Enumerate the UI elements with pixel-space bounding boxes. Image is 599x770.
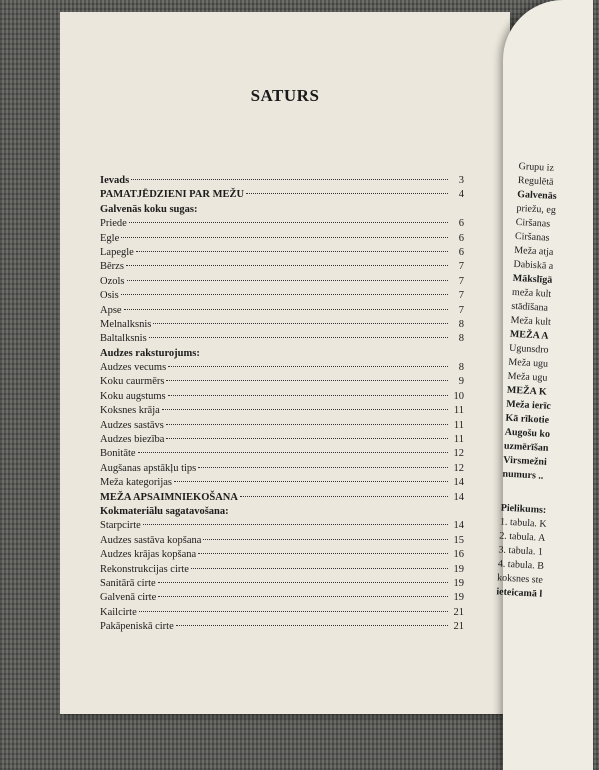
toc-entry <box>100 447 464 461</box>
toc-entry-label: Kailcirte <box>100 606 137 618</box>
toc-leader-dots <box>162 409 448 410</box>
right-page-line: Meža atja <box>513 244 554 258</box>
toc-leader-dots <box>158 582 448 583</box>
toc-entry-page: 15 <box>453 534 464 546</box>
toc-entry-page: 14 <box>453 520 464 532</box>
toc-leader-dots <box>158 596 448 597</box>
right-page-line: stādīšana <box>511 300 549 314</box>
toc-entry-page: 7 <box>458 275 464 287</box>
toc-entry <box>100 275 464 289</box>
toc-entry-label: Apse <box>100 304 122 316</box>
toc-leader-dots <box>149 337 448 338</box>
toc-entry <box>100 433 464 447</box>
toc-entry-page: 14 <box>453 477 464 489</box>
toc-entry-page: 9 <box>458 376 464 388</box>
right-page-line: Regulētā <box>517 174 554 188</box>
toc-entry-label: Meža kategorijas <box>100 477 173 489</box>
toc-entry <box>100 462 464 476</box>
toc-leader-dots <box>191 568 448 569</box>
toc-leader-dots <box>129 222 448 223</box>
toc-leader-dots <box>168 395 448 396</box>
toc-entry <box>100 534 464 548</box>
right-page-line: Mākslīgā <box>512 272 553 286</box>
right-page-line: Meža ugu <box>507 370 548 384</box>
toc-entry <box>100 375 464 389</box>
toc-leader-dots <box>121 237 448 238</box>
right-page-line: MEŽA K <box>506 384 547 398</box>
toc-entry-label: Koksnes krāja <box>100 405 160 417</box>
right-page-line: Virsmežni <box>502 454 548 468</box>
right-page-line: 4. tabula. B <box>497 558 545 572</box>
toc-entry-label: Bērzs <box>100 261 124 273</box>
toc-entry <box>100 289 464 303</box>
toc-entry-page: 7 <box>458 304 464 316</box>
toc-entry-page: 19 <box>453 592 464 604</box>
toc-entry <box>100 404 464 418</box>
toc-entry-page: 12 <box>453 462 464 474</box>
toc-entry <box>100 203 464 217</box>
toc-entry-label: Kokmateriālu sagatavošana: <box>100 505 229 517</box>
toc-entry <box>100 217 464 231</box>
toc-entry-page: 16 <box>453 549 464 561</box>
toc-leader-dots <box>203 539 448 540</box>
toc-entry <box>100 577 464 591</box>
toc-entry <box>100 491 464 505</box>
toc-entry-page: 6 <box>458 218 464 230</box>
toc-entry <box>100 606 464 620</box>
toc-entry <box>100 188 464 202</box>
toc-leader-dots <box>198 467 448 468</box>
toc-leader-dots <box>166 438 448 439</box>
toc-entry-label: Priede <box>100 218 127 230</box>
toc-entry-label: Galvenās koku sugas: <box>100 203 198 215</box>
right-page-line: 2. tabula. A <box>499 530 546 544</box>
toc-entry <box>100 548 464 562</box>
page-title: SATURS <box>250 86 320 105</box>
toc-leader-dots <box>138 452 448 453</box>
toc-entry <box>100 260 464 274</box>
toc-entry-label: Egle <box>100 232 120 244</box>
toc-entry-page: 6 <box>458 246 464 258</box>
toc-leader-dots <box>198 553 448 554</box>
toc-entry-label: Baltalksnis <box>100 333 147 345</box>
toc-entry-label: Osis <box>100 290 119 302</box>
toc-entry <box>100 174 464 188</box>
toc-leader-dots <box>143 524 448 525</box>
toc-entry-page: 21 <box>453 606 464 618</box>
toc-entry-page: 8 <box>458 318 464 330</box>
toc-entry-page: 21 <box>453 621 464 633</box>
toc-entry <box>100 347 464 361</box>
book-page-left <box>60 12 510 714</box>
toc-entry-label: Pakāpeniskā cirte <box>100 621 174 633</box>
table-of-contents <box>100 174 464 635</box>
toc-entry-label: Rekonstrukcijas cirte <box>100 563 189 575</box>
toc-leader-dots <box>174 481 448 482</box>
toc-entry-label: MEŽA APSAIMNIEKOŠANA <box>100 491 238 503</box>
right-page-line: Meža kult <box>510 314 552 328</box>
toc-entry-label: Koku augstums <box>100 390 166 402</box>
toc-entry-page: 8 <box>458 362 464 374</box>
toc-entry-label: Koku caurmērs <box>100 376 165 388</box>
toc-entry <box>100 505 464 519</box>
right-page-line: koksnes ste <box>496 572 544 586</box>
toc-entry <box>100 390 464 404</box>
toc-entry <box>100 519 464 533</box>
right-page-line: MEŽA A <box>509 328 549 342</box>
toc-entry <box>100 361 464 375</box>
toc-leader-dots <box>166 380 448 381</box>
right-page-line: Ciršanas <box>514 230 550 244</box>
toc-entry-page: 12 <box>453 448 464 460</box>
toc-entry <box>100 332 464 346</box>
toc-entry-label: Audzes vecums <box>100 362 167 374</box>
toc-entry-page: 19 <box>453 563 464 575</box>
toc-entry-page: 7 <box>458 290 464 302</box>
toc-entry-label: Ozols <box>100 275 125 287</box>
right-page-line: Meža ierīc <box>505 398 552 412</box>
right-page-line: 3. tabula. 1 <box>498 544 544 558</box>
toc-entry-label: Starpcirte <box>100 520 141 532</box>
right-page-line: Pielikums: <box>500 502 547 516</box>
toc-entry <box>100 591 464 605</box>
toc-entry-label: Ievads <box>100 175 130 186</box>
toc-entry-label: Lapegle <box>100 246 134 258</box>
toc-entry-page: 3 <box>458 175 464 186</box>
right-page-line: 1. tabula. K <box>499 516 547 530</box>
toc-leader-dots <box>246 193 448 194</box>
right-page-line: Ugunsdro <box>508 342 549 356</box>
right-page-line: Meža ugu <box>508 356 549 370</box>
toc-entry-page: 11 <box>453 419 464 431</box>
toc-entry <box>100 232 464 246</box>
right-page-line: priežu, eg <box>516 202 557 216</box>
toc-entry-page: 6 <box>458 232 464 244</box>
toc-entry-page: 11 <box>453 405 464 417</box>
toc-entry <box>100 476 464 490</box>
toc-leader-dots <box>168 366 448 367</box>
toc-entry <box>100 563 464 577</box>
toc-entry-label: Audzes krājas kopšana <box>100 549 197 561</box>
right-page-line: meža kult <box>511 286 552 300</box>
toc-leader-dots <box>139 611 448 612</box>
toc-leader-dots <box>124 309 448 310</box>
toc-leader-dots <box>121 294 448 295</box>
right-page-line: numurs .. <box>502 468 544 482</box>
toc-entry <box>100 246 464 260</box>
toc-entry-label: Augšanas apstākļu tips <box>100 462 197 474</box>
toc-entry-page: 11 <box>453 434 464 446</box>
toc-leader-dots <box>136 251 448 252</box>
right-page-line: Galvenās <box>516 188 557 203</box>
toc-entry <box>100 419 464 433</box>
toc-entry-label: Audzes raksturojums: <box>100 347 200 359</box>
toc-leader-dots <box>176 625 448 626</box>
toc-leader-dots <box>127 280 449 281</box>
toc-entry-label: Audzes sastāvs <box>100 419 164 431</box>
book-page-right <box>496 0 593 770</box>
toc-entry <box>100 318 464 332</box>
toc-leader-dots <box>126 265 448 266</box>
toc-entry-label: Galvenā cirte <box>100 592 157 604</box>
toc-leader-dots <box>240 496 448 497</box>
toc-entry-label: Melnalksnis <box>100 318 152 330</box>
toc-entry-page: 7 <box>458 261 464 273</box>
toc-entry-page: 8 <box>458 333 464 345</box>
toc-entry <box>100 304 464 318</box>
toc-entry-label: Bonitāte <box>100 448 136 460</box>
right-page-line: Grupu iz <box>518 160 555 174</box>
right-page-line: uzmērīšan <box>503 440 549 454</box>
toc-entry-page: 14 <box>453 491 464 503</box>
right-page-line: Kā rīkotie <box>505 412 550 426</box>
right-page-text <box>496 160 599 604</box>
toc-entry-page: 10 <box>453 390 464 402</box>
toc-entry-label: PAMATJĒDZIENI PAR MEŽU <box>100 189 245 201</box>
right-page-line: Dabiskā a <box>513 258 554 272</box>
toc-entry-label: Audzes biezība <box>100 434 165 446</box>
right-page-line: ieteicamā l <box>496 586 543 600</box>
toc-entry-page: 19 <box>453 577 464 589</box>
right-page-line: Ciršanas <box>515 216 551 230</box>
toc-entry <box>100 620 464 634</box>
toc-entry-page: 4 <box>458 189 464 201</box>
toc-entry-label: Audzes sastāva kopšana <box>100 534 202 546</box>
right-page-line: Augošu ko <box>504 426 551 440</box>
toc-leader-dots <box>131 179 448 180</box>
toc-entry-label: Sanitārā cirte <box>100 577 156 589</box>
toc-leader-dots <box>166 424 448 425</box>
toc-leader-dots <box>153 323 448 324</box>
